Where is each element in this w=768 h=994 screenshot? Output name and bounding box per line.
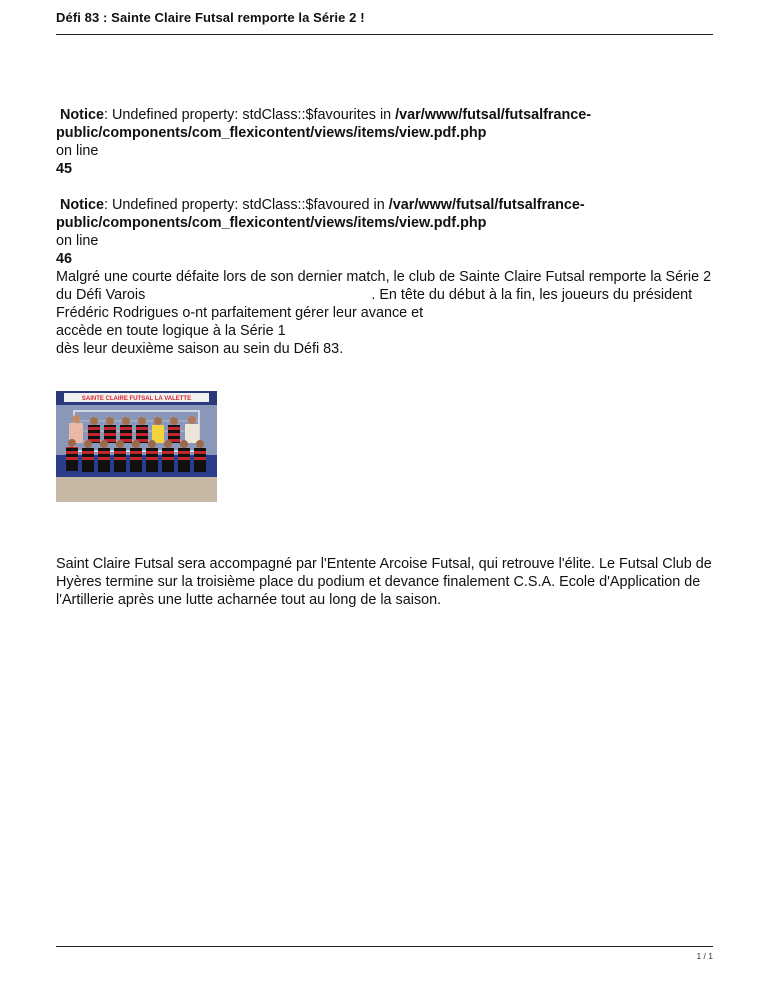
page-title: Défi 83 : Sainte Claire Futsal remporte la Série 2 ! [56,10,365,25]
header-divider [56,34,713,35]
php-notice-1 [56,106,716,178]
notice-path: /var/www/futsal/futsalfrance-public/components/com_flexicontent/views/items/view.pdf.php [56,197,585,231]
notice-line-text: on line [56,233,99,249]
photo-banner-text: SAINTE CLAIRE FUTSAL LA VALETTE [81,396,192,402]
notice-line-number: 46 [56,251,73,267]
team-photo [56,391,217,502]
php-notice-2 [56,196,716,268]
article-body [56,106,716,358]
article-paragraph-1 [56,268,716,358]
notice-message: : Undefined property: stdClass::$favoured in [103,197,389,213]
notice-line-number: 45 [56,161,73,177]
notice-message: : Undefined property: stdClass::$favourites in [103,107,396,123]
front-row-players [66,439,206,472]
page-number: 1 / 1 [696,951,713,961]
paragraph1-part-c: accède en toute logique à la Série 1 [56,323,286,339]
notice-line-text: on line [56,143,99,159]
notice-label: Notice [60,197,104,213]
paragraph1-part-b: . En tête du début à la fin, les joueurs du président Frédéric Rodrigues o-nt parfaitement gérer leur avance et [56,287,693,321]
paragraph1-part-a: Malgré une courte défaite lors de son dernier match, le club de Sainte Claire Futsal remporte la Série 2 du Défi Varois [56,269,712,303]
notice-path: /var/www/futsal/futsalfrance-public/components/com_flexicontent/views/items/view.pdf.php [56,107,592,141]
notice-label: Notice [60,107,104,123]
article-paragraph-2: Saint Claire Futsal sera accompagné par l'Entente Arcoise Futsal, qui retrouve l'élite. Le Futsal Club de Hyères termine sur la troisième place du podium et devance finalement C.S.A. Ecole d'Application de l'Artillerie après une lutte acharnée tout au long de la saison. [56,556,712,608]
footer-divider [56,946,713,947]
paragraph1-part-d: dès leur deuxième saison au sein du Défi 83. [56,341,344,357]
